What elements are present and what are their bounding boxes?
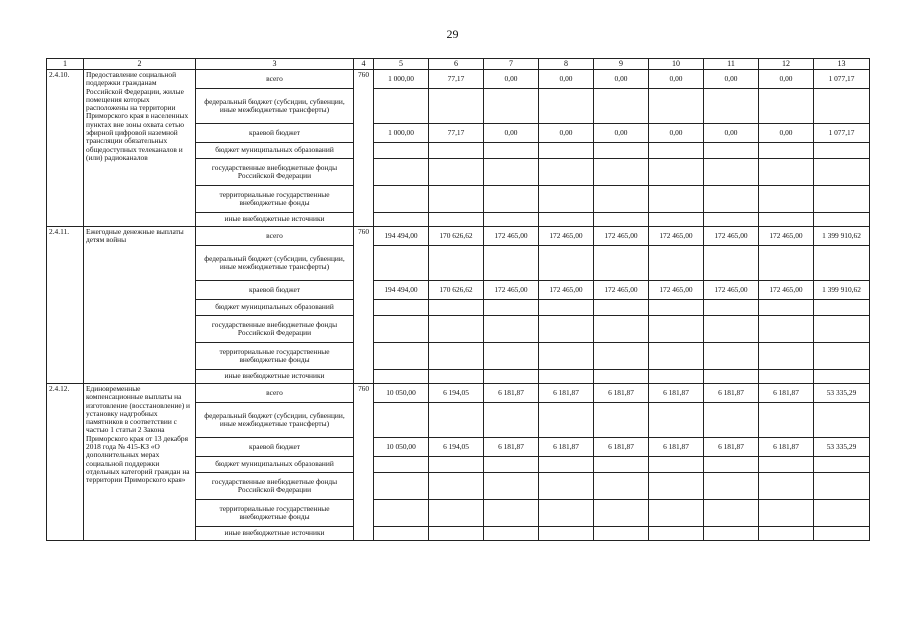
empty-cell [429, 89, 484, 124]
column-header: 3 [196, 59, 354, 70]
empty-cell [539, 343, 594, 370]
funding-source-label: федеральный бюджет (субсидии, субвенции, иные межбюджетные трансферты) [196, 403, 354, 438]
column-header: 13 [814, 59, 870, 70]
empty-cell [704, 527, 759, 541]
empty-cell [759, 213, 814, 227]
empty-cell [814, 213, 870, 227]
empty-cell [429, 246, 484, 281]
empty-cell [594, 89, 649, 124]
funding-source-label: территориальные государственные внебюджетные фонды [196, 186, 354, 213]
value-cell: 172 465,00 [484, 227, 539, 246]
value-cell: 172 465,00 [704, 227, 759, 246]
funding-source-label: бюджет муниципальных образований [196, 143, 354, 159]
value-cell: 0,00 [484, 70, 539, 89]
empty-cell [484, 143, 539, 159]
empty-cell [704, 316, 759, 343]
column-header: 1 [47, 59, 84, 70]
funding-source-label: краевой бюджет [196, 438, 354, 457]
value-cell: 1 399 910,62 [814, 281, 870, 300]
value-cell: 172 465,00 [759, 281, 814, 300]
value-cell: 6 194,05 [429, 438, 484, 457]
value-cell: 1 399 910,62 [814, 227, 870, 246]
empty-cell [374, 316, 429, 343]
value-cell: 6 181,87 [759, 384, 814, 403]
empty-cell [594, 527, 649, 541]
value-cell: 0,00 [704, 124, 759, 143]
section-name: Предоставление социальной поддержки гражданам Российской Федерации, жилые помещения которых расположены на территории Приморского края в населенных пунктах вне зоны охвата сетью эфирной цифровой наземной трансляции обязательных общедоступных телеканалов и (или) радиоканалов [84, 70, 196, 227]
value-cell: 172 465,00 [594, 227, 649, 246]
column-header: 2 [84, 59, 196, 70]
empty-cell [594, 143, 649, 159]
empty-cell [814, 143, 870, 159]
value-cell: 172 465,00 [649, 281, 704, 300]
value-cell: 0,00 [539, 124, 594, 143]
section-name: Единовременные компенсационные выплаты на изготовление (восстановление) и установку надгробных памятников в соответствии с частью 1 статьи 2 Закона Приморского края от 13 декабря 2018 года № 415-КЗ «О дополнительных мерах социальной поддержки отдельных категорий граждан на территории Приморского края» [84, 384, 196, 541]
value-cell: 1 000,00 [374, 124, 429, 143]
empty-cell [539, 246, 594, 281]
empty-cell [704, 186, 759, 213]
empty-cell [539, 300, 594, 316]
empty-cell [814, 246, 870, 281]
value-cell: 172 465,00 [759, 227, 814, 246]
value-cell: 6 181,87 [704, 438, 759, 457]
empty-cell [484, 213, 539, 227]
table-body [47, 59, 870, 541]
funding-source-label: иные внебюджетные источники [196, 213, 354, 227]
value-cell: 0,00 [704, 70, 759, 89]
value-cell: 53 335,29 [814, 438, 870, 457]
empty-cell [539, 213, 594, 227]
section-number: 2.4.10. [47, 70, 84, 227]
value-cell: 172 465,00 [704, 281, 759, 300]
empty-cell [759, 89, 814, 124]
table-row [47, 70, 870, 89]
section-number: 2.4.11. [47, 227, 84, 384]
empty-cell [649, 246, 704, 281]
empty-cell [429, 300, 484, 316]
empty-cell [484, 343, 539, 370]
value-cell: 172 465,00 [594, 281, 649, 300]
empty-cell [539, 370, 594, 384]
empty-cell [649, 500, 704, 527]
value-cell: 6 181,87 [649, 384, 704, 403]
column-header: 5 [374, 59, 429, 70]
empty-cell [649, 89, 704, 124]
funding-source-label: бюджет муниципальных образований [196, 300, 354, 316]
empty-cell [374, 213, 429, 227]
empty-cell [374, 343, 429, 370]
value-cell: 53 335,29 [814, 384, 870, 403]
empty-cell [649, 159, 704, 186]
empty-cell [704, 343, 759, 370]
empty-cell [759, 343, 814, 370]
section-name: Ежегодные денежные выплаты детям войны [84, 227, 196, 384]
value-cell: 0,00 [539, 70, 594, 89]
empty-cell [594, 403, 649, 438]
empty-cell [374, 370, 429, 384]
empty-cell [594, 159, 649, 186]
empty-cell [374, 159, 429, 186]
empty-cell [594, 300, 649, 316]
empty-cell [704, 473, 759, 500]
empty-cell [759, 403, 814, 438]
funding-source-label: государственные внебюджетные фонды Российской Федерации [196, 159, 354, 186]
value-cell: 194 494,00 [374, 281, 429, 300]
funding-source-label: краевой бюджет [196, 281, 354, 300]
empty-cell [539, 143, 594, 159]
column-header: 9 [594, 59, 649, 70]
value-cell: 6 194,05 [429, 384, 484, 403]
empty-cell [649, 186, 704, 213]
empty-cell [814, 300, 870, 316]
empty-cell [814, 159, 870, 186]
funding-source-label: государственные внебюджетные фонды Российской Федерации [196, 316, 354, 343]
value-cell: 1 000,00 [374, 70, 429, 89]
empty-cell [759, 246, 814, 281]
value-cell: 170 626,62 [429, 281, 484, 300]
column-header: 8 [539, 59, 594, 70]
value-cell: 0,00 [759, 124, 814, 143]
column-header: 12 [759, 59, 814, 70]
empty-cell [539, 186, 594, 213]
empty-cell [484, 89, 539, 124]
empty-cell [649, 143, 704, 159]
empty-cell [759, 457, 814, 473]
empty-cell [594, 213, 649, 227]
empty-cell [594, 186, 649, 213]
empty-cell [814, 457, 870, 473]
empty-cell [374, 143, 429, 159]
empty-cell [649, 213, 704, 227]
empty-cell [759, 370, 814, 384]
empty-cell [539, 316, 594, 343]
table-row [47, 384, 870, 403]
empty-cell [759, 186, 814, 213]
budget-code: 760 [354, 227, 374, 384]
empty-cell [704, 159, 759, 186]
table-row [47, 227, 870, 246]
empty-cell [704, 500, 759, 527]
empty-cell [759, 527, 814, 541]
empty-cell [594, 500, 649, 527]
empty-cell [484, 370, 539, 384]
empty-cell [484, 316, 539, 343]
empty-cell [704, 213, 759, 227]
empty-cell [594, 316, 649, 343]
empty-cell [429, 403, 484, 438]
empty-cell [484, 473, 539, 500]
empty-cell [759, 316, 814, 343]
empty-cell [429, 213, 484, 227]
value-cell: 0,00 [649, 124, 704, 143]
value-cell: 172 465,00 [484, 281, 539, 300]
empty-cell [759, 300, 814, 316]
empty-cell [649, 473, 704, 500]
value-cell: 172 465,00 [539, 227, 594, 246]
funding-source-label: иные внебюджетные источники [196, 527, 354, 541]
empty-cell [374, 403, 429, 438]
empty-cell [814, 89, 870, 124]
empty-cell [814, 403, 870, 438]
empty-cell [539, 500, 594, 527]
empty-cell [814, 500, 870, 527]
empty-cell [429, 473, 484, 500]
empty-cell [429, 457, 484, 473]
empty-cell [814, 186, 870, 213]
empty-cell [539, 527, 594, 541]
funding-source-label: всего [196, 70, 354, 89]
value-cell: 77,17 [429, 124, 484, 143]
empty-cell [539, 457, 594, 473]
empty-cell [374, 500, 429, 527]
budget-table [46, 58, 870, 541]
column-header: 6 [429, 59, 484, 70]
funding-source-label: иные внебюджетные источники [196, 370, 354, 384]
empty-cell [374, 300, 429, 316]
empty-cell [429, 527, 484, 541]
empty-cell [649, 527, 704, 541]
empty-cell [704, 403, 759, 438]
funding-source-label: федеральный бюджет (субсидии, субвенции, иные межбюджетные трансферты) [196, 89, 354, 124]
value-cell: 0,00 [759, 70, 814, 89]
empty-cell [814, 343, 870, 370]
empty-cell [484, 527, 539, 541]
empty-cell [704, 143, 759, 159]
value-cell: 77,17 [429, 70, 484, 89]
empty-cell [649, 316, 704, 343]
empty-cell [539, 473, 594, 500]
empty-cell [374, 473, 429, 500]
value-cell: 194 494,00 [374, 227, 429, 246]
empty-cell [429, 186, 484, 213]
empty-cell [594, 370, 649, 384]
empty-cell [704, 300, 759, 316]
value-cell: 6 181,87 [704, 384, 759, 403]
funding-source-label: всего [196, 384, 354, 403]
empty-cell [704, 457, 759, 473]
empty-cell [484, 500, 539, 527]
empty-cell [704, 89, 759, 124]
value-cell: 6 181,87 [649, 438, 704, 457]
empty-cell [759, 473, 814, 500]
empty-cell [649, 370, 704, 384]
empty-cell [484, 300, 539, 316]
section-number: 2.4.12. [47, 384, 84, 541]
empty-cell [759, 143, 814, 159]
value-cell: 0,00 [594, 70, 649, 89]
empty-cell [759, 500, 814, 527]
value-cell: 10 050,00 [374, 384, 429, 403]
empty-cell [649, 343, 704, 370]
empty-cell [429, 316, 484, 343]
funding-source-label: федеральный бюджет (субсидии, субвенции, иные межбюджетные трансферты) [196, 246, 354, 281]
column-header: 7 [484, 59, 539, 70]
empty-cell [374, 457, 429, 473]
value-cell: 6 181,87 [484, 384, 539, 403]
funding-source-label: краевой бюджет [196, 124, 354, 143]
empty-cell [814, 370, 870, 384]
column-header: 11 [704, 59, 759, 70]
value-cell: 170 626,62 [429, 227, 484, 246]
empty-cell [649, 300, 704, 316]
empty-cell [539, 403, 594, 438]
empty-cell [374, 186, 429, 213]
funding-source-label: территориальные государственные внебюджетные фонды [196, 343, 354, 370]
header-row [47, 59, 870, 70]
value-cell: 172 465,00 [539, 281, 594, 300]
empty-cell [594, 457, 649, 473]
empty-cell [704, 370, 759, 384]
empty-cell [594, 473, 649, 500]
value-cell: 6 181,87 [484, 438, 539, 457]
empty-cell [539, 89, 594, 124]
value-cell: 1 077,17 [814, 124, 870, 143]
empty-cell [374, 246, 429, 281]
funding-source-label: территориальные государственные внебюджетные фонды [196, 500, 354, 527]
empty-cell [594, 246, 649, 281]
value-cell: 0,00 [484, 124, 539, 143]
empty-cell [429, 159, 484, 186]
budget-code: 760 [354, 70, 374, 227]
column-header: 4 [354, 59, 374, 70]
page-number: 29 [446, 27, 459, 41]
value-cell: 6 181,87 [594, 438, 649, 457]
value-cell: 0,00 [594, 124, 649, 143]
empty-cell [814, 473, 870, 500]
empty-cell [429, 143, 484, 159]
value-cell: 6 181,87 [759, 438, 814, 457]
budget-code: 760 [354, 384, 374, 541]
value-cell: 6 181,87 [539, 438, 594, 457]
empty-cell [484, 403, 539, 438]
value-cell: 10 050,00 [374, 438, 429, 457]
empty-cell [484, 246, 539, 281]
value-cell: 0,00 [649, 70, 704, 89]
funding-source-label: бюджет муниципальных образований [196, 457, 354, 473]
empty-cell [704, 246, 759, 281]
empty-cell [594, 343, 649, 370]
empty-cell [814, 527, 870, 541]
funding-source-label: государственные внебюджетные фонды Российской Федерации [196, 473, 354, 500]
value-cell: 6 181,87 [594, 384, 649, 403]
empty-cell [759, 159, 814, 186]
empty-cell [429, 343, 484, 370]
empty-cell [814, 316, 870, 343]
funding-source-label: всего [196, 227, 354, 246]
column-header: 10 [649, 59, 704, 70]
value-cell: 172 465,00 [649, 227, 704, 246]
empty-cell [484, 159, 539, 186]
empty-cell [484, 186, 539, 213]
empty-cell [649, 457, 704, 473]
empty-cell [539, 159, 594, 186]
empty-cell [374, 527, 429, 541]
value-cell: 1 077,17 [814, 70, 870, 89]
empty-cell [429, 500, 484, 527]
empty-cell [429, 370, 484, 384]
empty-cell [374, 89, 429, 124]
empty-cell [649, 403, 704, 438]
empty-cell [484, 457, 539, 473]
value-cell: 6 181,87 [539, 384, 594, 403]
